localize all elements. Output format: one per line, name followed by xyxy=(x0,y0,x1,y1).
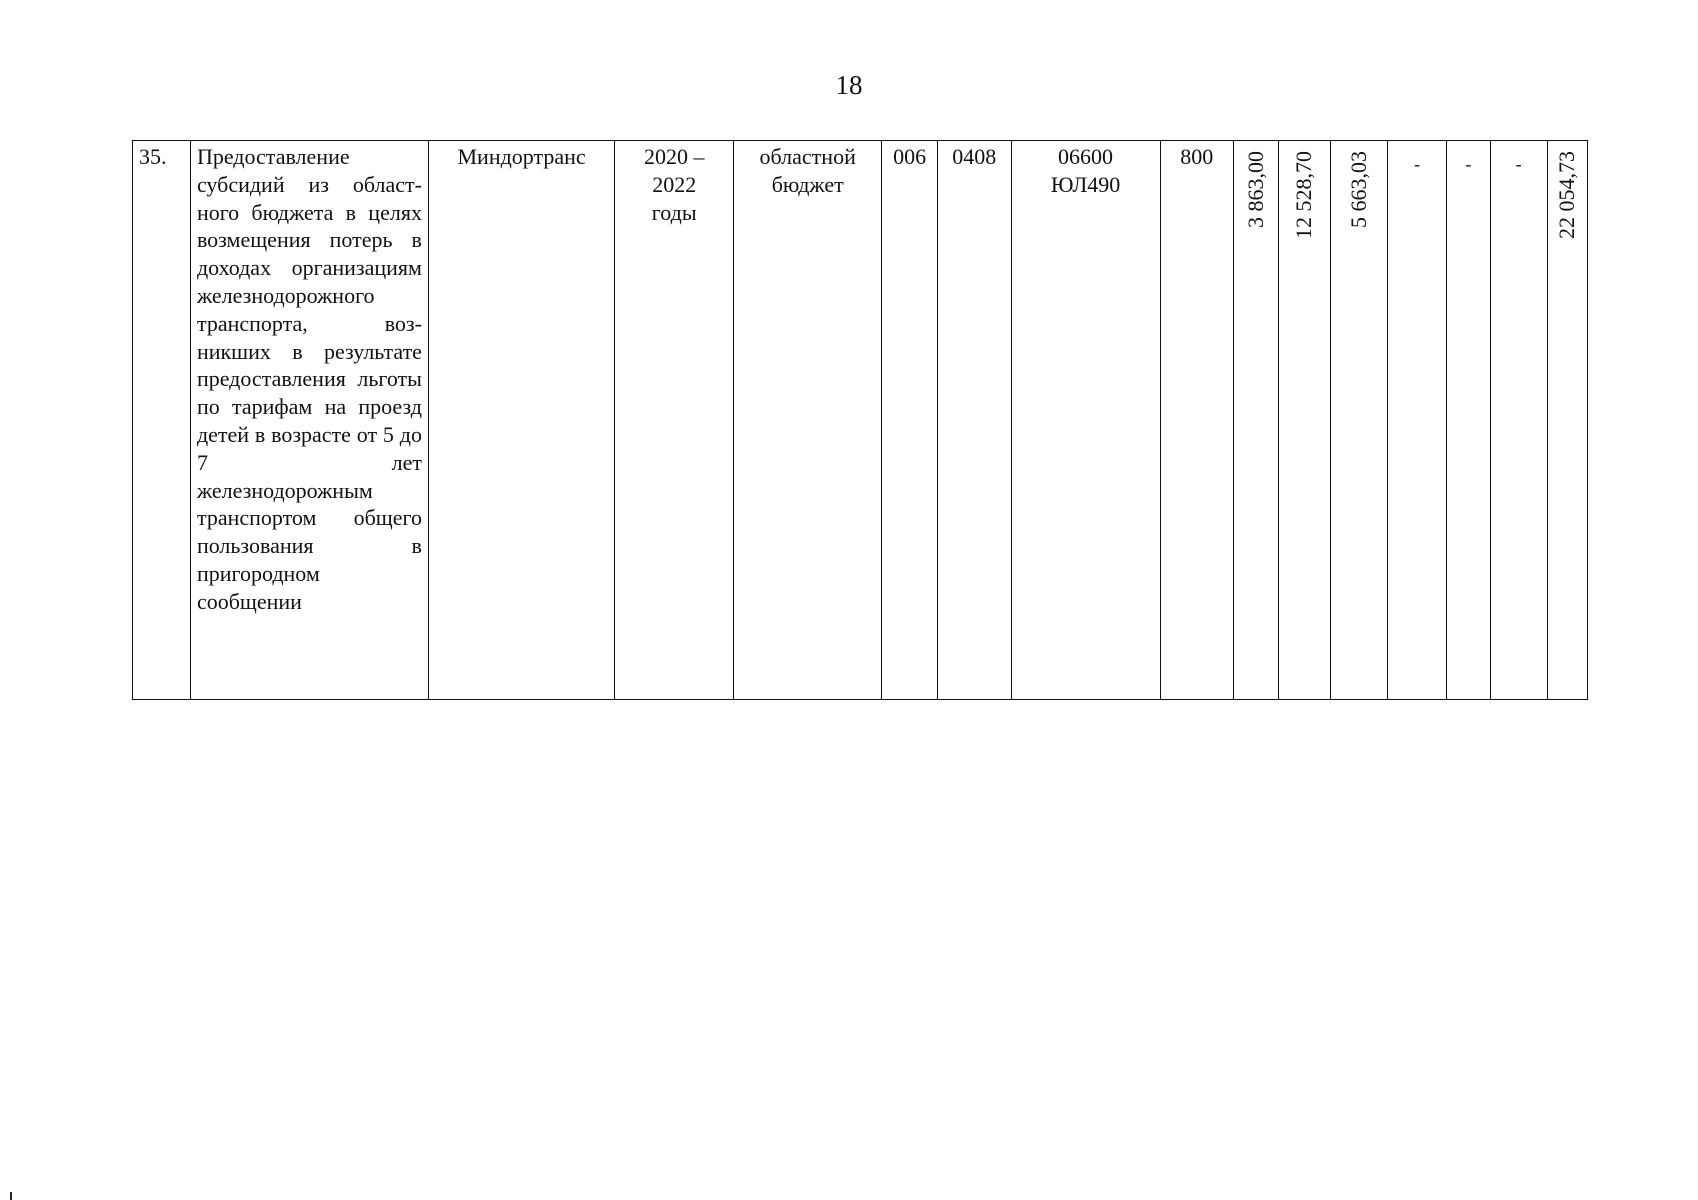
funding-source-line2: бюджет xyxy=(771,171,844,197)
amount-value-5: - xyxy=(1465,154,1472,174)
table-row xyxy=(133,141,1588,700)
executor-cell: Миндортранс xyxy=(428,141,614,700)
amount-cell-5 xyxy=(1447,141,1490,700)
measure-name-cell: Предоставление субсидий из област-ного бюджета в целях возмещения потерь в доходах организациям железнодорожного транспорта, воз-никших в результате предоставления льготы по тарифам на проезд детей в возрасте от 5 до 7 лет железнодорожным транспортом общего пользования в пригородном сообщении xyxy=(190,141,428,700)
row-number-cell: 35. xyxy=(133,141,191,700)
total-value: 22 054,73 xyxy=(1554,151,1580,239)
amount-cell-2 xyxy=(1278,141,1331,700)
amount-cell-1 xyxy=(1234,141,1278,700)
target-article-line2: ЮЛ490 xyxy=(1050,171,1121,197)
page-number: 18 xyxy=(835,70,863,100)
expense-type-cell: 800 xyxy=(1160,141,1233,700)
period-cell xyxy=(615,141,734,700)
funding-source-cell xyxy=(734,141,882,700)
amount-value-6: - xyxy=(1515,154,1522,174)
grbs-code-cell: 006 xyxy=(882,141,938,700)
period-unit: годы xyxy=(651,199,697,225)
target-article-line1: 06600 xyxy=(1058,144,1114,169)
total-cell xyxy=(1547,141,1587,700)
amount-value-2: 12 528,70 xyxy=(1291,151,1317,239)
amount-value-3: 5 663,03 xyxy=(1346,151,1372,228)
amount-cell-4 xyxy=(1388,141,1447,700)
budget-table xyxy=(132,140,1588,700)
target-article-cell xyxy=(1011,141,1160,700)
amount-cell-6 xyxy=(1490,141,1547,700)
amount-cell-3 xyxy=(1331,141,1388,700)
amount-value-1: 3 863,00 xyxy=(1242,151,1268,228)
amount-value-4: - xyxy=(1414,154,1421,174)
margin-tick xyxy=(10,1192,12,1200)
funding-source-line1: областной xyxy=(759,144,856,169)
period-years: 2020 – 2022 xyxy=(643,144,705,197)
section-code-cell: 0408 xyxy=(938,141,1011,700)
